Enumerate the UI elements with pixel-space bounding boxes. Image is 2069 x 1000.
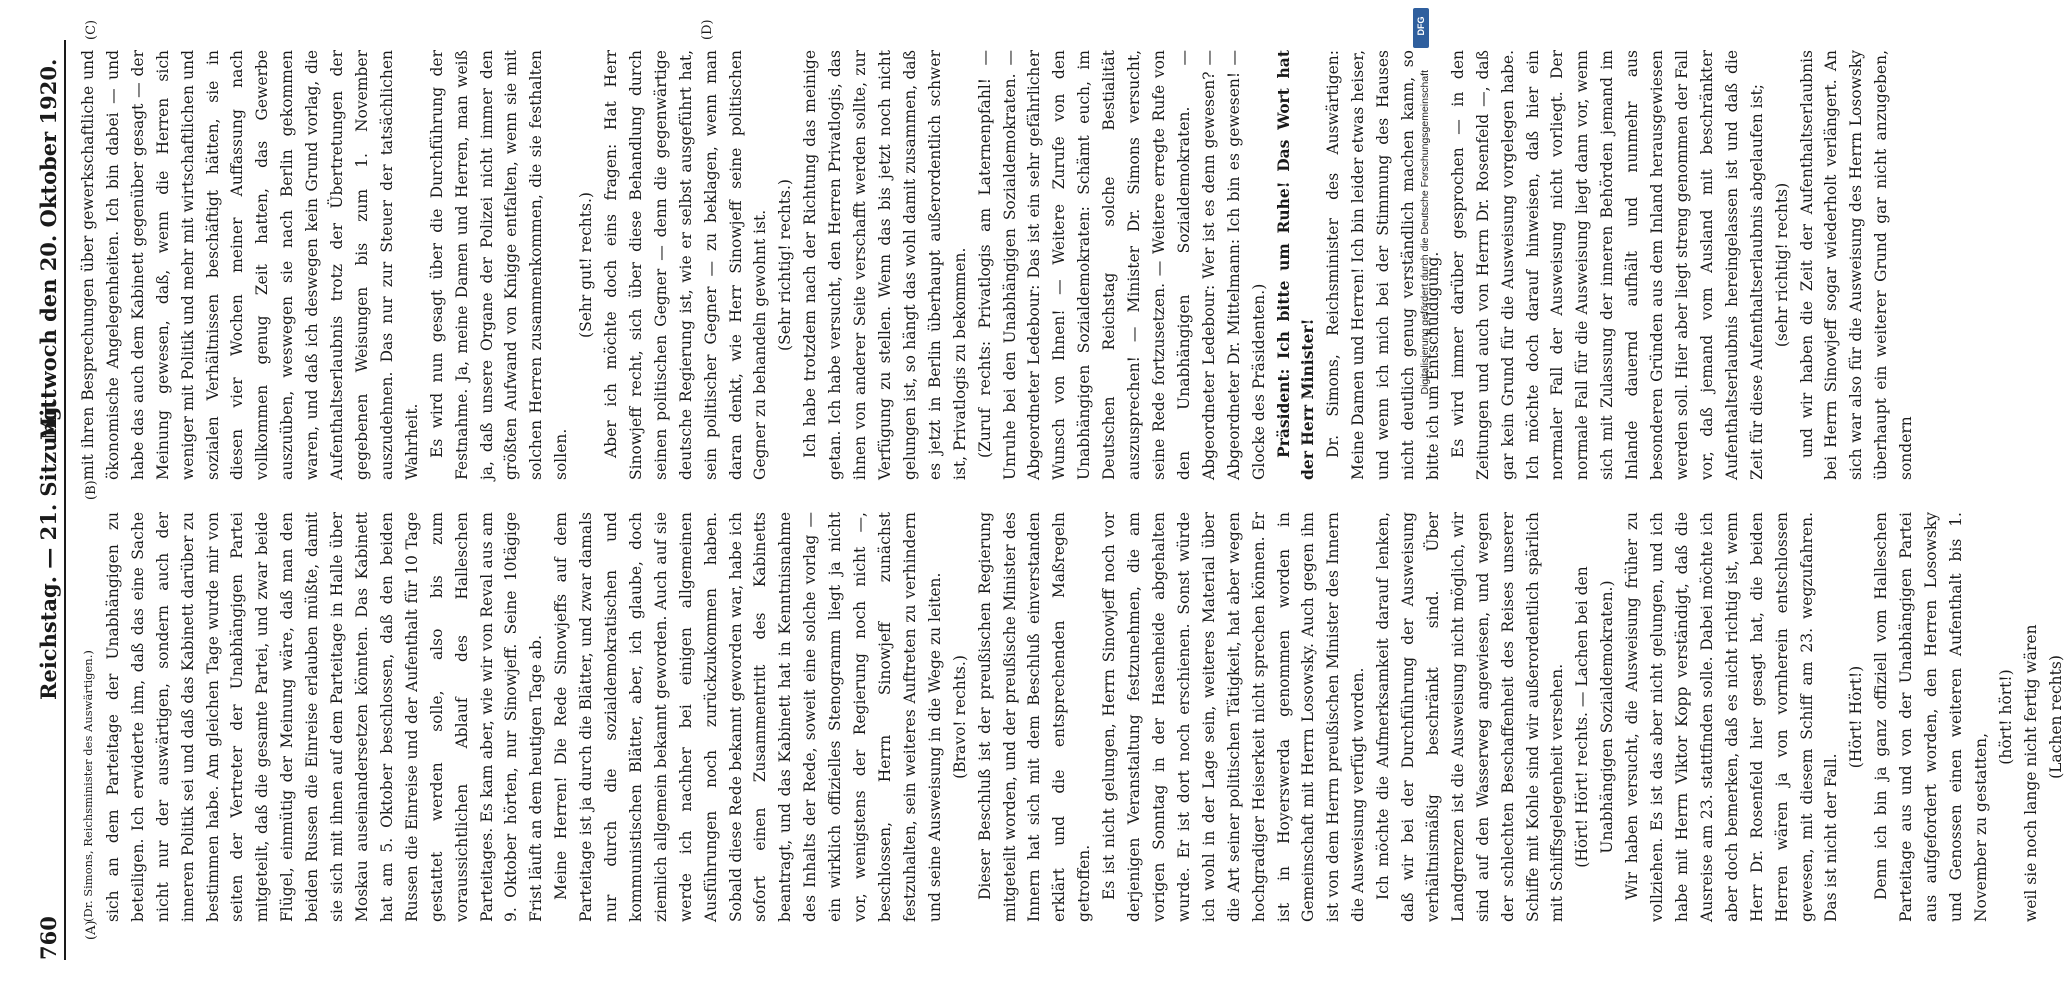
interjection: (Lachen rechts) [2046,655,2065,779]
marker-b: (B) [84,480,99,500]
left-column [76,512,2065,922]
paragraph: Aber ich möchte doch eins fragen: Hat Herr Sinowjeff recht, sich über diese Behandlung durch seinen politischen Gegner — denn die gegenwärtige deutsche Regierung ist, wie er selbst ausgeführt hat, sein politischer Gegner — zu beklagen, wenn man daran denkt, wie Herr Sinowjeff seine politischen Gegner zu behandeln gewohnt ist. [602,50,770,480]
paragraph: sich an dem Parteitage der Unabhängigen zu beteiligen. Ich erwiderte ihm, daß das eine Sache nicht nur der auswärtigen, sondern auch der inneren Politik sei und daß das Kabinett darüber zu bestimmen habe. Am gleichen Tage wurde mir von seiten der Vertreter der Unabhängigen Partei mitgeteilt, daß die gesamte Partei, und zwar beide Flügel, einmütig der Meinung wäre, daß man den beiden Russen die Einreise erlauben müßte, damit sie sich mit ihnen auf dem Parteitage in Halle über Moskau auseinandersetzen könnten. Das Kabinett hat am 5. Oktober beschlossen, daß den beiden Russen die Einreise und der Aufenthalt für 10 Tage gestattet werden solle, also bis zum voraussichtlichen Ablauf des Halleschen Parteitages. Es kam aber, wie wir von Reval aus am 9. Oktober hörten, nur Sinowjeff. Seine 10tägige Frist läuft an dem heutigen Tage ab. [103,512,546,922]
marker-a: (A) [84,920,99,940]
running-title-right: Mittwoch den 20. Oktober 1920. [36,58,61,440]
paragraph: Wir haben versucht, die Ausweisung früher zu vollziehen. Es ist das aber nicht gelungen, und ich habe mit Herrn Viktor Kopp verständigt, daß die Ausreise am 23. stattfinden solle. Dabei möchte ich aber doch bemerken, daß es nicht richtig ist, wenn Herr Dr. Rosenfeld hier gesagt hat, die beiden Herren wären ja von vornherein entschlossen gewesen, mit diesem Schiff am 23. wegzufahren. Das ist nicht der Fall. [1623,512,1841,922]
paragraph: Es wird immer darüber gesprochen — in den Zeitungen und auch von Herrn Dr. Rosenfeld —, daß gar kein Grund für die Ausweisung vorgelegen habe. Ich möchte doch darauf hinweisen, daß hier ein normaler Fall der Ausweisung nicht vorliegt. Der normale Fall für die Ausweisung liegt dann vor, wenn sich mit Zulassung der inneren Behörden jemand im Inlande dauernd aufhält und nunmehr aus besonderen Gründen aus dem Inland herausgewiesen werden soll. Hier aber liegt streng genommen der Fall vor, daß jemand vom Ausland mit beschränkter Aufenthaltserlaubnis hereingelassen ist und daß die Zeit für diese Aufenthaltserlaubnis abgelaufen ist; [1448,50,1766,480]
interjection: (Hört! Hört!) [1847,665,1866,769]
paragraph: weil sie noch lange nicht fertig wären [2021,624,2040,922]
marker-d: (D) [700,19,715,40]
speaker-note: (Dr. Simons, Reichsminister des Auswärtigen.) [81,650,95,922]
paragraph: Denn ich bin ja ganz offiziell vom Halleschen Parteitage aus und von der Unabhängigen Partei aus aufgefordert worden, den Herren Losowsky und Genossen einen weiteren Aufenthalt bis 1. November zu gestatten, [1872,512,1990,922]
interjection: (hört! hört!) [1996,669,2015,765]
president-remark: Präsident: Ich bitte um Ruhe! Das Wort hat der Herr Minister! [1273,50,1318,480]
paragraph: Es wird nun gesagt über die Durchführung der Festnahme. Ja, meine Damen und Herren, man weiß ja, daß unsere Organe der Polizei nicht immer den größten Aufwand von Knigge entfalten, wenn sie mit solchen Herren zusammenkommen, die sie festhalten sollen. [427,50,571,480]
digitization-note: Digitalisierung gefördert durch die Deutsche Forschungsgemeinschaft [1419,70,1431,395]
paragraph: Dr. Simons, Reichsminister des Auswärtigen: Meine Damen und Herren! Ich bin leider etwas heiser, und wenn ich mich bei der Stimmung des Hauses nicht deutlich genug verständlich machen kann, so bitte ich um Entschuldigung. [1324,50,1442,480]
page-number: 760 [36,916,61,960]
interjection: (Sehr gut! rechts.) [577,192,596,338]
paragraph: Meine Herren! Die Rede Sinowjeffs auf dem Parteitage ist ja durch die Blätter, und zwar damals nur durch die sozialdemokratischen und kommunistischen Blätter, aber, ich glaube, doch ziemlich allgemein bekannt geworden. Auch auf sie werde ich nachher bei einigen allgemeinen Ausführungen noch zurückzukommen haben. Sobald diese Rede bekannt geworden war, habe ich sofort einen Zusammentritt des Kabinetts beantragt, und das Kabinett hat in Kenntnisnahme des Inhalts der Rede, soweit eine solche vorlag — ein wirklich offizielles Stenogramm liegt ja nicht vor, wenigstens der Regierung noch nicht —, beschlossen, Herrn Sinowjeff zunächst festzuhalten, sein weiteres Auftreten zu verhindern und seine Ausweisung in die Wege zu leiten. [552,512,944,922]
interjection: (Hört! Hört! rechts. — Lachen bei den Unabhängigen Sozialdemokraten.) [1573,566,1617,868]
paragraph: Es ist nicht gelungen, Herrn Sinowjeff noch vor derjenigen Veranstaltung festzunehmen, die am vorigen Sonntag in der Hasenheide abgehalten wurde. Er ist dort noch erschienen. Sonst würde ich wohl in der Lage sein, weiteres Material über die Art seiner politischen Tätigkeit, hat aber wegen hochgradiger Heiserkeit nicht sprechen können. Er ist in Hoyerswerda genommen worden in Gemeinschaft mit Herrn Losowsky. Auch gegen ihn ist von dem Herrn preußischen Minister des Innern die Ausweisung verfügt worden. [1100,512,1368,922]
header-rule [64,40,66,960]
interjection-block: (Zuruf rechts: Privatlogis am Laternenpfahl! — Unruhe bei den Unabhängigen Sozialdemokraten. — Abgeordneter Ledebour: Das ist ein sehr gefährlicher Wunsch von Ihnen! — Weitere Zurufe von den Unabhängigen Sozialdemokraten: Schämt euch, im Deutschen Reichstag solche Bestialität auszusprechen! — Minister Dr. Simons versucht, seine Rede fortzusetzen. — Weitere erregte Rufe von den Unabhängigen Sozialdemokraten. — Abgeordneter Ledebour: Wer ist es denn gewesen? — Abgeordneter Dr. Mittelmann: Ich bin es gewesen! — Glocke des Präsidenten.) [975,50,1268,480]
digitization-sidebar [1418,70,1432,930]
paragraph: Dieser Beschluß ist der preußischen Regierung mitgeteilt worden, und der preußische Minister des Innern hat sich mit dem Beschluß einverstanden erklärt und die entsprechenden Maßregeln getroffen. [975,512,1094,922]
paragraph: Ich möchte die Aufmerksamkeit darauf lenken, daß wir bei der Durchführung der Ausweisung verhältnismäßig beschränkt sind. Über Landgrenzen ist die Ausweisung nicht möglich, wir sind auf den Wasserweg angewiesen, und wegen der schlechten Beschaffenheit des Reises unserer Schiffe mit Kohle sind wir außerordentlich spärlich mit Schiffsgelegenheit versehen. [1374,512,1567,922]
paragraph: Ich habe trotzdem nach der Richtung das meinige getan. Ich habe versucht, den Herren Privatlogis, das ihnen von anderer Seite verschafft werden sollte, zur Verfügung zu stellen. Wenn das bis jetzt noch nicht gelungen ist, so hängt das wohl damit zusammen, daß es jetzt in Berlin überhaupt außerordentlich schwer ist, Privatlogis zu bekommen. [801,50,969,480]
paragraph: mit ihren Besprechungen über gewerkschaftliche und ökonomische Angelegenheiten. Ich bin dabei — und habe das auch dem Kabinett gegenüber gesagt — der Meinung gewesen, daß, wenn die Herren sich weniger mit Politik und mehr mit wirtschaftlichen und sozialen Verhältnissen beschäftigt hätten, sie in diesen vier Wochen meiner Auffassung nach vollkommen genug Zeit hatten, das Gewerbe auszuüben, weswegen sie nach Berlin gekommen waren, und daß ich deswegen kein Grund vorlag, die Aufenthaltserlaubnis trotz der Übertretungen der gegebenen Weisungen bis zum 1. November auszudehnen. Das nur zur Steuer der tatsächlichen Wahrheit. [79,50,421,480]
interjection: (Bravo! rechts.) [950,655,969,779]
dfg-logo-text: DFG [1416,16,1426,36]
interjection: (Sehr richtig! rechts.) [776,179,795,351]
interjection: (sehr richtig! rechts) [1772,182,1791,348]
dfg-logo [1413,8,1429,48]
paragraph: und wir haben die Zeit der Aufenthaltserlaubnis bei Herrn Sinowjeff sogar wiederholt verlängert. An sich war also für die Ausweisung des Herrn Losowsky überhaupt ein weiterer Grund gar nicht anzugeben, sondern [1797,50,1916,480]
marker-c: (C) [84,19,99,40]
running-title-left: Reichstag. — 21. Sitzung. [36,399,61,700]
